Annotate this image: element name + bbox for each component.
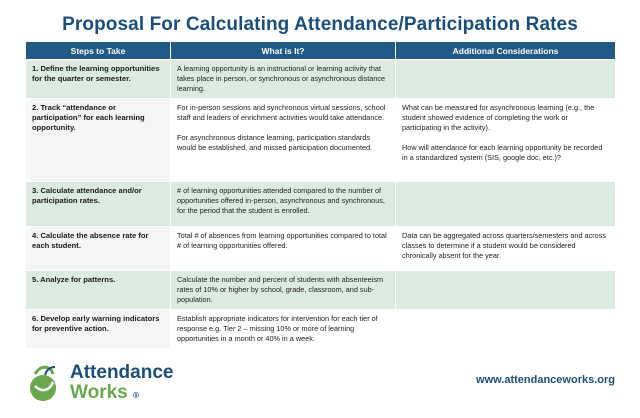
registered-mark: ® — [133, 391, 139, 400]
page-title: Proposal For Calculating Attendance/Participation Rates — [62, 14, 578, 35]
what-cell: A learning opportunity is an instructional or learning activity that takes place in person, or synchronous or asynchronous distance learning. — [171, 60, 396, 99]
logo-line1: Attendance — [70, 362, 174, 383]
table-row — [26, 182, 616, 227]
what-cell: For in-person sessions and synchronous virtual sessions, school staff and leaders of enrichment activities would take attendance. For asynchronous distance learning, participation standards would be established, and missed participation documented. — [171, 99, 396, 182]
table-row — [26, 271, 616, 310]
logo-wordmark — [70, 363, 173, 406]
header-steps: Steps to Take — [26, 42, 171, 60]
step-cell: 6. Develop early warning indicators for preventive action. — [26, 310, 171, 349]
logo-line2-wrap — [70, 383, 173, 406]
considerations-cell: What can be measured for asynchronous learning (e.g., the student showed evidence of completing the work or participating in the activity). How will attendance for each learning opportunity be recorded in a standardized system (SIS, google doc, etc.)? — [396, 99, 616, 182]
considerations-cell — [396, 182, 616, 227]
header-what: What is It? — [171, 42, 396, 60]
table-row — [26, 310, 616, 349]
what-cell: # of learning opportunities attended compared to the number of opportunities offered in-person, asynchronous and synchronous, for the period that the student is enrolled. — [171, 182, 396, 227]
considerations-cell — [396, 271, 616, 310]
proposal-table — [25, 41, 616, 349]
table-header-row — [26, 42, 616, 60]
what-cell: Calculate the number and percent of students with absenteeism rates of 10% or higher by school, grade, classroom, and sub-population. — [171, 271, 396, 310]
considerations-cell: Data can be aggregated across quarters/semesters and across classes to determine if a student would be considered chronically absent for the year. — [396, 227, 616, 271]
step-cell: 5. Analyze for patterns. — [26, 271, 171, 310]
header-considerations: Additional Considerations — [396, 42, 616, 60]
step-cell: 3. Calculate attendance and/or participation rates. — [26, 182, 171, 227]
what-cell: Total # of absences from learning opportunities compared to total # of learning opportunities offered. — [171, 227, 396, 271]
table-row — [26, 99, 616, 182]
considerations-cell — [396, 60, 616, 99]
step-cell: 4. Calculate the absence rate for each student. — [26, 227, 171, 271]
website-url: www.attendanceworks.org — [476, 374, 615, 386]
logo-line2: Works — [70, 382, 128, 403]
considerations-cell — [396, 310, 616, 349]
what-cell: Establish appropriate indicators for intervention for each tier of response e.g. Tier 2 – missing 10% or more of learning opportunities in a month or 40% in a week. — [171, 310, 396, 349]
step-cell: 1. Define the learning opportunities for the quarter or semester. — [26, 60, 171, 99]
step-cell: 2. Track “attendance or participation” for each learning opportunity. — [26, 99, 171, 182]
table-row — [26, 60, 616, 99]
table-row — [26, 227, 616, 271]
